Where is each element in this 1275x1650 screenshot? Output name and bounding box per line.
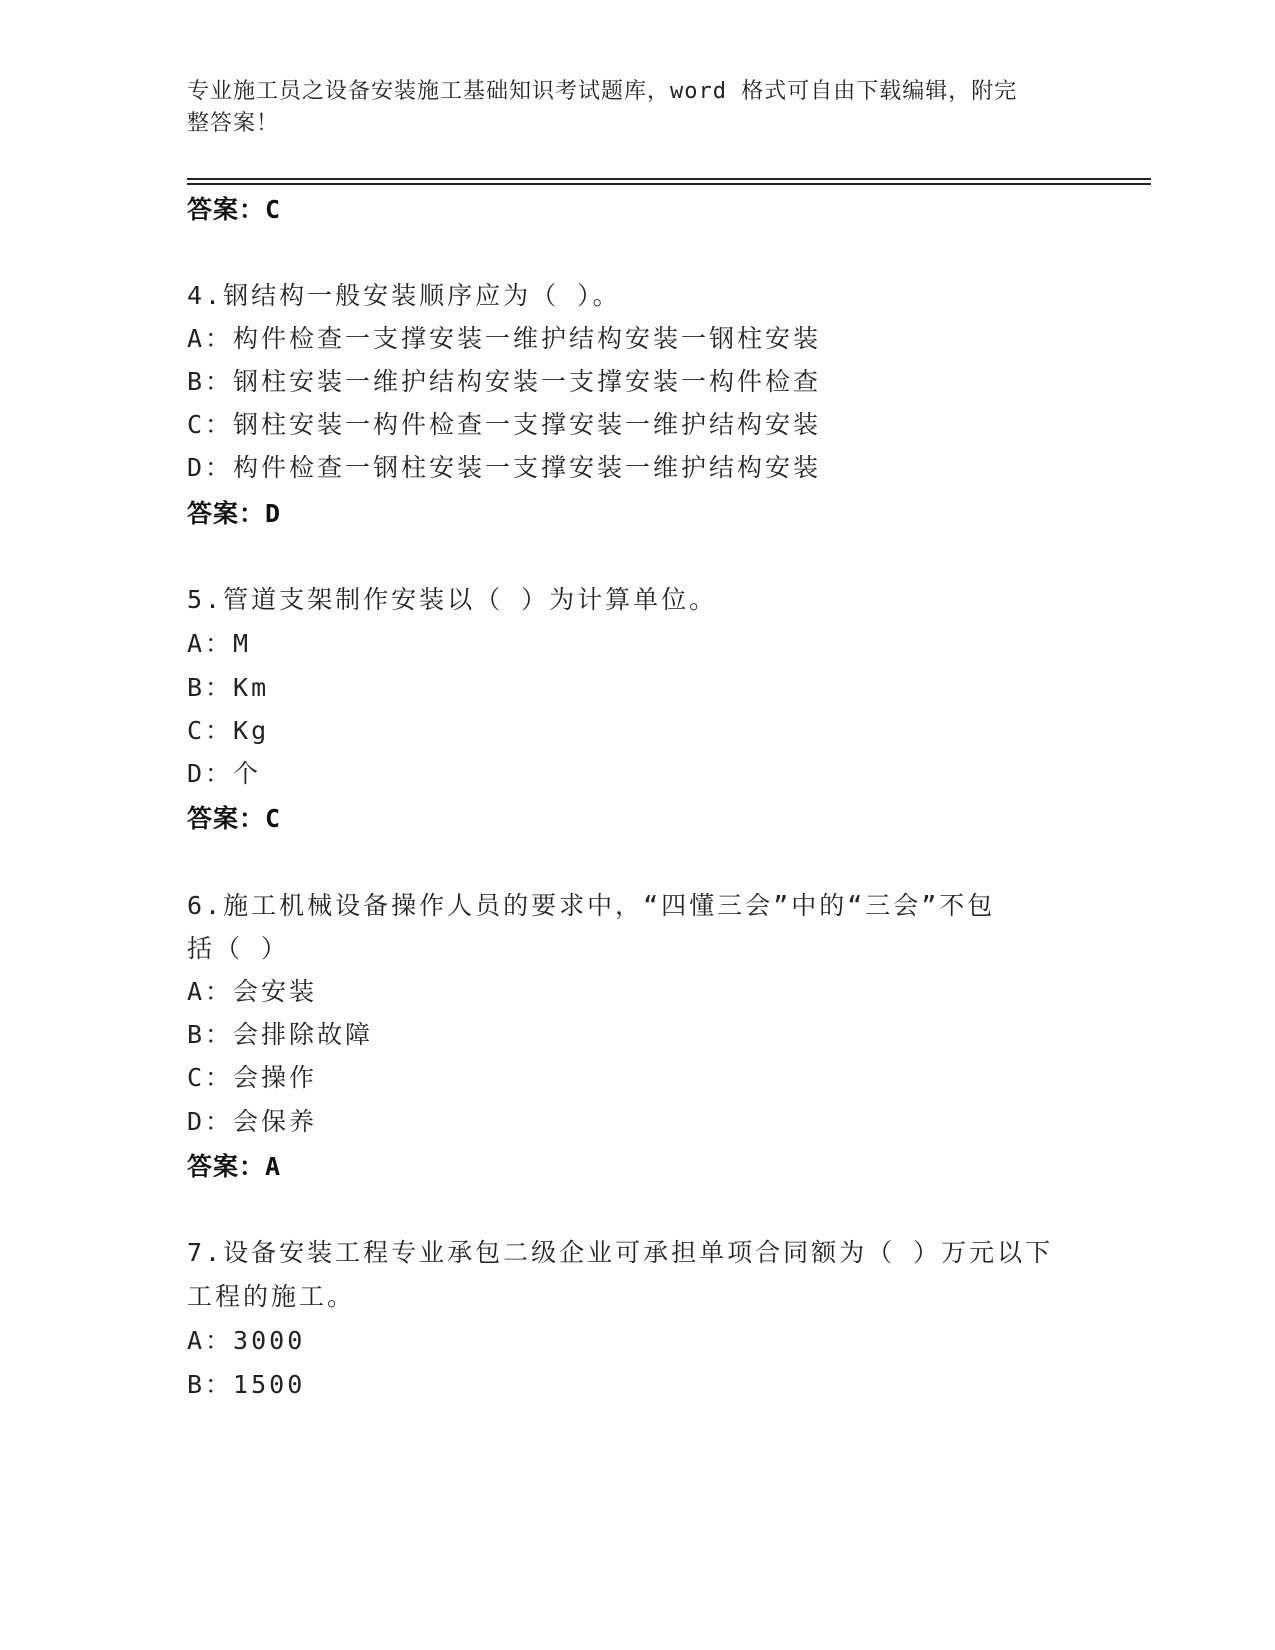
question-5-option-c: C：Kg (187, 716, 270, 745)
question-7-stem-line-1: 7.设备安装工程专业承包二级企业可承担单项合同额为（ ）万元以下 (187, 1238, 1054, 1267)
question-7-stem-line-2: 工程的施工。 (187, 1282, 356, 1311)
question-4-option-b: B：钢柱安装一维护结构安装一支撑安装一构件检查 (187, 367, 822, 396)
header-line-2: 整答案！ (187, 111, 280, 136)
answer-q3: 答案：C (187, 195, 282, 224)
question-5-stem: 5.管道支架制作安装以（ ）为计算单位。 (187, 585, 718, 614)
question-6-stem-line-2: 括（ ） (187, 934, 290, 963)
answer-q4: 答案：D (187, 499, 282, 528)
question-6-option-a: A：会安装 (187, 977, 318, 1006)
question-5-option-d: D：个 (187, 759, 262, 788)
answer-q6: 答案：A (187, 1152, 282, 1181)
header-divider-top (187, 178, 1151, 180)
question-6-option-c: C：会操作 (187, 1063, 318, 1092)
header-line-1: 专业施工员之设备安装施工基础知识考试题库，word 格式可自由下载编辑，附完 (187, 79, 1018, 104)
document-header (187, 76, 1067, 140)
question-6-option-b: B：会排除故障 (187, 1020, 374, 1049)
question-4-option-a: A：构件检查一支撑安装一维护结构安装一钢柱安装 (187, 324, 822, 353)
question-6-option-d: D：会保养 (187, 1107, 318, 1136)
question-7-option-b: B：1500 (187, 1370, 306, 1399)
answer-q5: 答案：C (187, 804, 282, 833)
question-7-option-a: A：3000 (187, 1326, 306, 1355)
question-5-option-a: A：M (187, 629, 252, 658)
question-4-option-c: C：钢柱安装一构件检查一支撑安装一维护结构安装 (187, 410, 822, 439)
question-4-stem: 4.钢结构一般安装顺序应为（ ）。 (187, 281, 621, 310)
question-6-stem-line-1: 6.施工机械设备操作人员的要求中，“四懂三会”中的“三会”不包 (187, 891, 996, 920)
question-4-option-d: D：构件检查一钢柱安装一支撑安装一维护结构安装 (187, 453, 822, 482)
question-5-option-b: B：Km (187, 673, 270, 702)
header-divider-bottom (187, 183, 1151, 185)
